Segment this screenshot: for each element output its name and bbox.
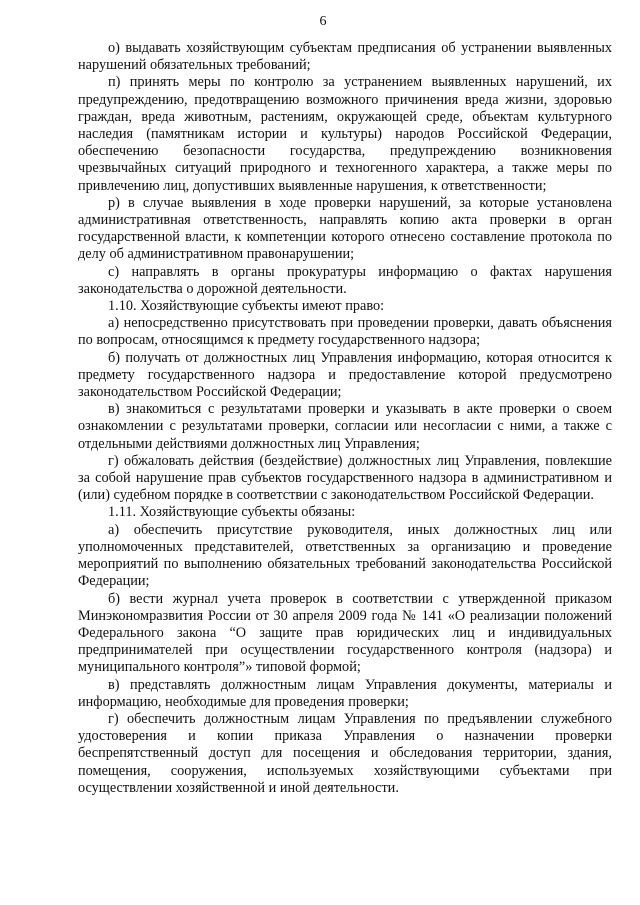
paragraph-1-11-v: в) представлять должностным лицам Управления документы, материалы и информацию, необходимые для проведения проверки; (78, 676, 612, 710)
paragraph-1-10-v: в) знакомиться с результатами проверки и указывать в акте проверки о своем ознакомлении с результатами проверки, согласии или несогласии с ними, а также с отдельными действиями должностных лиц Управления; (78, 401, 612, 452)
paragraph-1-11-b: б) вести журнал учета проверок в соответствии с утвержденной приказом Минэкономразвития России от 30 апреля 2009 года № 141 «О реализации положений Федерального закона “О защите прав юридических лиц и индивидуальных предпринимателей при осуществлении государственного контроля (надзора) и муниципального контроля”» типовой формой; (78, 590, 612, 676)
paragraph-1-10-a: а) непосредственно присутствовать при проведении проверки, давать объяснения по вопросам, относящимся к предмету государственного надзора; (78, 315, 612, 349)
page-number: 6 (319, 14, 327, 29)
paragraph-1-11-a: а) обеспечить присутствие руководителя, иных должностных лиц или уполномоченных представителей, ответственных за организацию и проведение мероприятий по выполнению обязательных требований законодательства Российской Федерации; (78, 521, 612, 590)
paragraph-1-11-g: г) обеспечить должностным лицам Управления по предъявлении служебного удостоверения и копии приказа Управления о назначении проверки беспрепятственный доступ для посещения и обследования территории, здания, помещения, сооружения, используемых хозяйствующими субъектами при осуществлении хозяйственной и иной деятельности. (78, 710, 612, 796)
paragraph-1-10-b: б) получать от должностных лиц Управления информацию, которая относится к предмету государственного надзора и предоставление которой предусмотрено законодательством Российской Федерации; (78, 349, 612, 401)
paragraph-o: о) выдавать хозяйствующим субъектам предписания об устранении выявленных нарушений обязательных требований; (78, 40, 612, 74)
paragraph-p: п) принять меры по контролю за устранением выявленных нарушений, их предупреждению, предотвращению возможного причинения вреда жизни, здоровью граждан, вреда животным, растениям, окружающей среде, объектам культурного наследия (памятникам истории и культуры) народов Российской Федерации, обеспечению безопасности государства, предупреждению возникновения чрезвычайных ситуаций природного и техногенного характера, а также меры по привлечению лиц, допустивших выявленные нарушения, к ответственности; (78, 74, 612, 194)
section-1-10-heading: 1.10. Хозяйствующие субъекты имеют право: (108, 298, 385, 315)
paragraph-s: с) направлять в органы прокуратуры информацию о фактах нарушения законодательства о дорожной деятельности. (78, 263, 612, 297)
section-1-11-heading: 1.11. Хозяйствующие субъекты обязаны: (108, 504, 356, 521)
paragraph-r: р) в случае выявления в ходе проверки нарушений, за которые установлена административная ответственность, направлять копию акта проверки в орган государственной власти, к компетенции которого отнесено составление протокола по делу об административном правонарушении; (78, 194, 612, 263)
paragraph-1-10-g: г) обжаловать действия (бездействие) должностных лиц Управления, повлекшие за собой нарушение прав субъектов государственного надзора в административном и (или) судебном порядке в соответствии с законодательством Российской Федерации. (78, 452, 612, 504)
